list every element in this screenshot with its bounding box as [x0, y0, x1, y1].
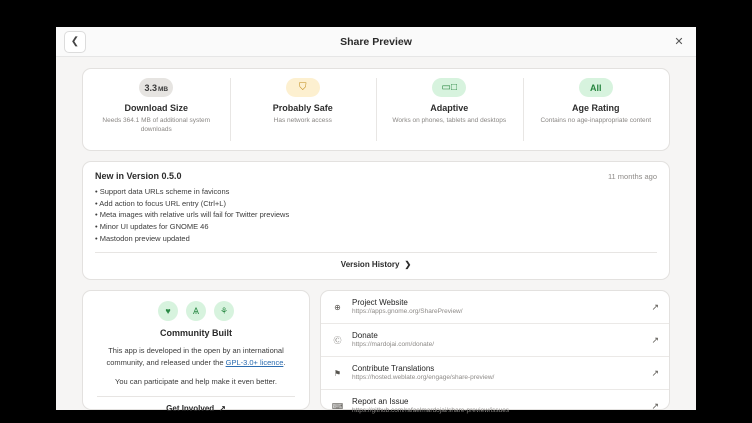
release-notes-list: [95, 186, 657, 244]
release-notes-card: [82, 161, 670, 280]
link-texts: [352, 364, 494, 383]
link-url: https://mardojai.com/donate/: [352, 340, 435, 348]
link-title: Donate: [352, 330, 378, 340]
link-row-project-website[interactable]: [321, 291, 669, 324]
list-item: • Add action to focus URL entry (Ctrl+L): [95, 198, 657, 210]
download-size-badge: [139, 78, 173, 97]
age-rating-value: All: [589, 82, 602, 93]
license-link[interactable]: GPL-3.0+ licence: [225, 357, 284, 367]
fact-title: Adaptive: [430, 103, 469, 113]
page-title: Share Preview: [340, 35, 412, 48]
link-title: Project Website: [352, 297, 408, 307]
link-row-donate[interactable]: [321, 324, 669, 357]
fact-download-size: [83, 69, 230, 150]
adaptive-badge: [432, 78, 466, 97]
get-involved-label: Get Involved: [166, 404, 215, 413]
download-size-unit: MB: [157, 85, 169, 93]
list-item: • Meta images with relative urls will fail for Twitter previews: [95, 209, 657, 221]
link-row-contribute-translations[interactable]: [321, 357, 669, 390]
fact-age-rating: [523, 69, 670, 150]
leaf-icon: ⚘: [214, 301, 234, 321]
lower-section: [82, 290, 670, 415]
release-header: [95, 171, 657, 181]
link-url: https://apps.gnome.org/SharePreview/: [352, 307, 463, 315]
fact-adaptive: [376, 69, 523, 150]
age-rating-badge: [579, 78, 613, 97]
download-size-value: 3.3MB: [144, 82, 169, 93]
link-url: https://github.com/rafaelmardojai/share-preview/issues: [352, 407, 510, 415]
release-title: New in Version 0.5.0: [95, 171, 182, 181]
community-icons: [158, 301, 234, 321]
heart-icon: ♥: [158, 301, 178, 321]
link-title: Contribute Translations: [352, 363, 435, 373]
content-area: [56, 57, 696, 415]
app-facts-card: [82, 68, 670, 151]
close-icon: ✕: [674, 36, 684, 48]
bug-icon: ⌨: [331, 402, 344, 412]
list-item: • Minor UI updates for GNOME 46: [95, 221, 657, 233]
link-title: Report an Issue: [352, 397, 409, 407]
fact-desc: Needs 364.1 MB of additional system downloads: [102, 117, 211, 133]
donate-icon: Ⓒ: [333, 335, 342, 345]
community-card: [82, 290, 310, 413]
close-button[interactable]: [670, 33, 688, 51]
external-link-icon: ↗: [651, 401, 659, 412]
external-link-icon: ↗: [651, 334, 659, 345]
external-link-icon: ↗: [219, 404, 226, 413]
version-history-label: Version History: [340, 260, 400, 270]
community-paragraph-before: This app is developed in the open by an international community, and released under the: [106, 346, 284, 367]
fact-desc: Works on phones, tablets and desktops: [392, 117, 507, 124]
back-button[interactable]: [64, 31, 86, 53]
external-link-icon: ↗: [651, 367, 659, 378]
release-date: 11 months ago: [607, 172, 657, 181]
list-item: • Support data URLs scheme in favicons: [95, 186, 657, 198]
get-involved-button[interactable]: [97, 396, 295, 420]
fact-title: Probably Safe: [272, 103, 333, 113]
link-texts: [352, 298, 463, 317]
fact-desc: Has network access: [273, 117, 332, 124]
community-paragraph-after: .: [283, 357, 286, 367]
fact-title: Download Size: [124, 103, 188, 113]
devices-icon: ▭□: [441, 81, 457, 93]
globe-icon: ⊕: [334, 302, 341, 312]
chevron-left-icon: ❮: [70, 36, 80, 47]
link-url: https://hosted.weblate.org/engage/share-preview/: [352, 373, 495, 381]
list-item: • Mastodon preview updated: [95, 233, 657, 245]
links-card: [320, 290, 670, 415]
shield-icon: ⛉: [299, 81, 307, 93]
link-texts: [352, 331, 434, 350]
community-paragraph-2: You can participate and help make it even better.: [115, 377, 277, 387]
chevron-right-icon: ❯: [404, 260, 412, 270]
link-texts: [352, 397, 509, 416]
community-paragraph: [97, 345, 295, 368]
people-icon: Ѧ: [186, 301, 206, 321]
link-row-report-an-issue[interactable]: [321, 390, 669, 423]
fact-safety: [230, 69, 377, 150]
translate-icon: ⚑: [333, 368, 342, 378]
community-title: Community Built: [160, 328, 232, 339]
version-history-button[interactable]: [95, 252, 657, 271]
safety-badge: [286, 78, 320, 97]
fact-desc: Contains no age-inappropriate content: [540, 117, 652, 124]
fact-title: Age Rating: [571, 103, 620, 113]
external-link-icon: ↗: [651, 301, 659, 312]
titlebar: [56, 27, 696, 57]
app-window: [56, 27, 696, 415]
